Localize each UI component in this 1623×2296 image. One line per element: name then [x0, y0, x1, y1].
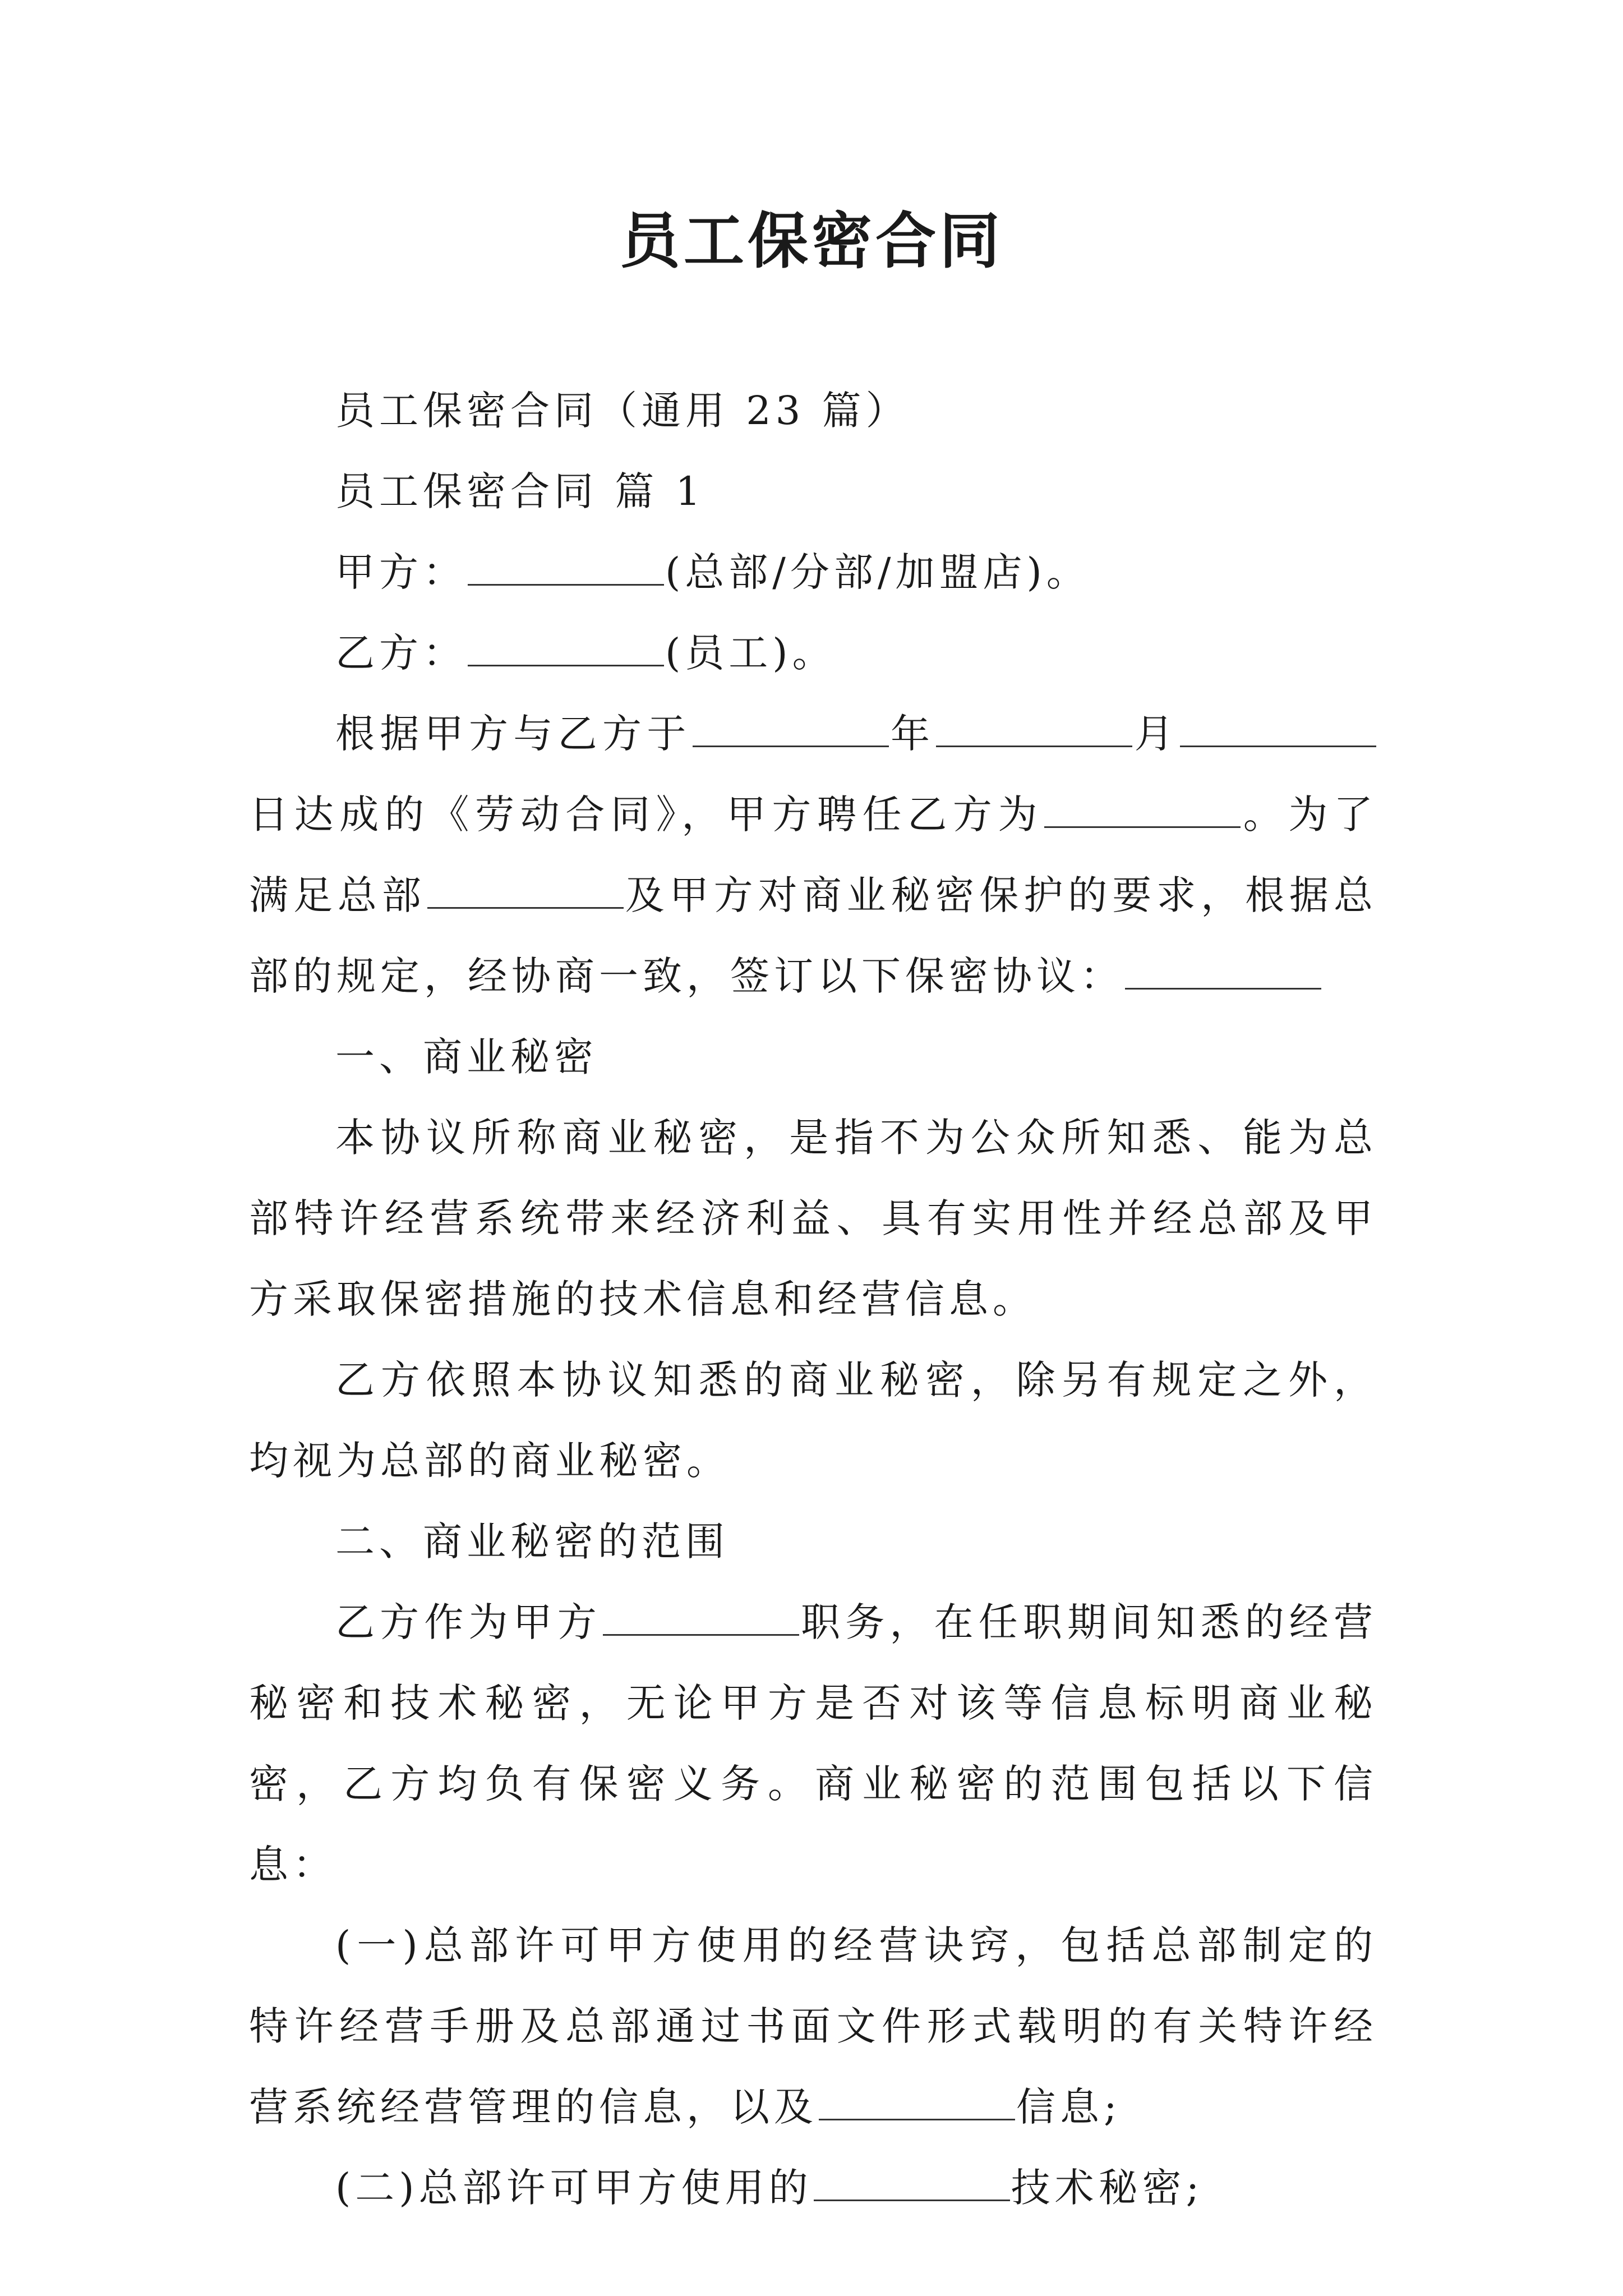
text-run: (总部/分部/加盟店)。	[665, 549, 1090, 595]
text-run: 二、商业秘密的范围	[335, 1519, 729, 1565]
fill-in-blank[interactable]	[1180, 712, 1376, 747]
text-run: 月	[1133, 711, 1179, 757]
text-run: 技术秘密;	[1011, 2165, 1204, 2211]
text-run: 本协议所称商业秘密，是指不为公众所知悉、能为总部特许经营系统带来经济利益、具有实用性并经总部及甲方采取保密措施的技术信息和经营信息。	[249, 1115, 1377, 1322]
document-title: 员工保密合同	[619, 206, 1003, 277]
paragraph-heading-1	[249, 1016, 1377, 1097]
text-run: 。为了满足总部	[249, 792, 1378, 918]
text-run: 乙方作为甲方	[335, 1599, 602, 1645]
paragraph-section-heading	[249, 451, 1377, 532]
fill-in-blank[interactable]	[1125, 954, 1321, 990]
paragraph-heading-2	[249, 1501, 1377, 1582]
text-run: 日达成的《劳动合同》，甲方聘任乙方为	[249, 792, 1044, 838]
text-run: 乙方：	[335, 630, 467, 676]
text-run: (一)总部许可甲方使用的经营诀窍，包括总部制定的特许经营手册及总部通过书面文件形式载明的有关特许经营系统经营管理的信息，以及	[249, 1922, 1377, 2130]
fill-in-blank[interactable]	[468, 550, 664, 586]
text-run: 职务，在任职期间知悉的经营秘密和技术秘密，无论甲方是否对该等信息标明商业秘密，乙方均负有保密义务。商业秘密的范围包括以下信息：	[249, 1599, 1378, 1888]
text-run: 员工保密合同（通用 23 篇）	[335, 388, 910, 434]
fill-in-blank[interactable]	[427, 873, 624, 909]
fill-in-blank[interactable]	[603, 1600, 799, 1636]
text-run: 年	[889, 711, 935, 757]
text-run: 信息;	[1016, 2084, 1122, 2130]
paragraph-body	[249, 1582, 1377, 1905]
text-run: 甲方：	[335, 549, 467, 595]
paragraph-item-2	[249, 2147, 1377, 2228]
paragraph-party-a	[249, 532, 1377, 613]
paragraph-preamble	[249, 693, 1377, 1016]
text-run: (员工)。	[665, 630, 836, 676]
fill-in-blank[interactable]	[1044, 793, 1241, 828]
text-run: 根据甲方与乙方于	[335, 711, 691, 757]
text-run: 及甲方对商业秘密保护的要求，根据总部的规定，经协商一致，签订以下保密协议：	[249, 872, 1378, 999]
paragraph-body	[249, 1340, 1377, 1501]
document-body	[249, 370, 1377, 2228]
text-run: 员工保密合同 篇 1	[335, 468, 706, 514]
fill-in-blank[interactable]	[814, 2166, 1010, 2201]
fill-in-blank[interactable]	[819, 2085, 1015, 2120]
fill-in-blank[interactable]	[468, 631, 664, 666]
paragraph-subtitle	[249, 370, 1377, 451]
text-run: (二)总部许可甲方使用的	[335, 2165, 813, 2211]
paragraph-item-1	[249, 1905, 1377, 2147]
text-run: 一、商业秘密	[335, 1034, 598, 1080]
text-run: 乙方依照本协议知悉的商业秘密，除另有规定之外，均视为总部的商业秘密。	[249, 1357, 1377, 1484]
fill-in-blank[interactable]	[693, 712, 889, 747]
paragraph-party-b	[249, 613, 1377, 693]
fill-in-blank[interactable]	[936, 712, 1132, 747]
paragraph-body	[249, 1097, 1377, 1340]
